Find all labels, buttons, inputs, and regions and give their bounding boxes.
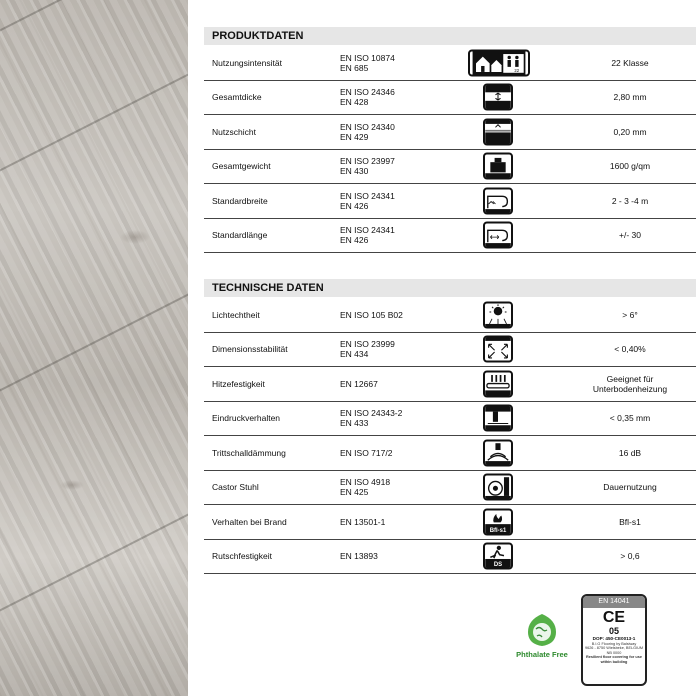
ce-certification-label (581, 594, 647, 686)
row-value: Dauernutzung (603, 482, 657, 493)
table-row (204, 81, 696, 116)
row-value: +/- 30 (619, 230, 641, 241)
roll-length-icon (483, 222, 513, 249)
technische-daten-table (204, 298, 696, 574)
table-row (204, 150, 696, 185)
indentation-icon (483, 405, 513, 432)
row-label: Trittschalldämmung (212, 447, 286, 458)
row-value: Bfl-s1 (619, 516, 641, 527)
section-header-technische-daten: TECHNISCHE DATEN (204, 279, 696, 297)
row-value: 1600 g/qm (609, 161, 651, 172)
row-label: Gesamtgewicht (212, 161, 271, 172)
slip-icon-label: DS (493, 562, 503, 568)
total-thickness-icon (483, 84, 513, 111)
row-label: Standardbreite (212, 195, 268, 206)
row-value: > 0,6 (620, 551, 640, 562)
plank-seam (0, 19, 188, 202)
row-value: 22 Klasse (611, 57, 649, 68)
wood-floor-texture (0, 0, 188, 696)
row-norm: EN ISO 24341 EN 426 (340, 225, 395, 246)
row-value: < 0,40% (614, 344, 646, 355)
cert-line: within building (600, 659, 628, 664)
sound-icon (483, 439, 513, 466)
row-norm: EN ISO 24341 EN 426 (340, 190, 395, 211)
row-value: < 0,35 mm (609, 413, 651, 424)
row-label: Castor Stuhl (212, 482, 259, 493)
table-row (204, 402, 696, 437)
row-norm: EN ISO 4918 EN 425 (340, 477, 391, 498)
row-norm: EN ISO 24343-2 EN 433 (340, 408, 403, 429)
row-norm: EN ISO 24346 EN 428 (340, 87, 395, 108)
weight-icon (483, 153, 513, 180)
cert-line: NB 0000 (606, 650, 622, 655)
row-norm: EN 13893 (340, 551, 378, 562)
row-value: Geeignet für Unterbodenheizung (592, 373, 668, 394)
row-label: Lichtechtheit (212, 309, 260, 320)
table-row (204, 115, 696, 150)
table-row (204, 436, 696, 471)
phthalate-free-logo (512, 612, 572, 659)
wood-knot (120, 230, 150, 244)
table-row (204, 219, 696, 254)
wear-layer-icon (483, 118, 513, 145)
ce-mark: CE (602, 609, 626, 626)
table-row (204, 298, 696, 333)
cert-dop: DOP: 450-CE0013-1 (592, 636, 636, 641)
leaf-globe-icon (524, 612, 560, 648)
produktdaten-table (204, 46, 696, 253)
floor-heating-icon (483, 370, 513, 397)
cert-line: Resilient floor covering for use (586, 655, 642, 660)
plank-seam (0, 459, 188, 642)
section-header-produktdaten: PRODUKTDATEN (204, 27, 696, 45)
table-row (204, 46, 696, 81)
row-value: 0,20 mm (613, 126, 647, 137)
row-norm: EN 13501-1 (340, 516, 386, 527)
row-norm: EN ISO 717/2 (340, 447, 393, 458)
row-label: Gesamtdicke (212, 92, 262, 103)
row-label: Nutzschicht (212, 126, 256, 137)
sun-light-icon (483, 301, 513, 328)
svg-text:22: 22 (514, 67, 520, 73)
table-row (204, 367, 696, 402)
cert-year: 05 (608, 626, 619, 636)
row-label: Rutschfestigkeit (212, 551, 272, 562)
fire-icon-label: Bfl-s1 (489, 527, 507, 534)
row-value: 16 dB (618, 447, 642, 458)
row-norm: EN 12667 (340, 378, 378, 389)
row-norm: EN ISO 10874 EN 685 (340, 52, 395, 73)
wood-knot (60, 480, 84, 490)
table-row (204, 540, 696, 575)
row-norm: EN ISO 23999 EN 434 (340, 339, 395, 360)
slip-resistance-icon (483, 543, 513, 570)
row-label: Standardlänge (212, 230, 268, 241)
fire-icon (483, 508, 513, 535)
row-value: 2 - 3 -4 m (611, 195, 649, 206)
row-label: Dimensionsstabilität (212, 344, 288, 355)
dimension-arrows-icon (483, 336, 513, 363)
house-people-icon (468, 49, 530, 76)
phthalate-caption: Phthalate Free (516, 650, 568, 659)
row-label: Verhalten bei Brand (212, 516, 287, 527)
row-label: Eindruckverhalten (212, 413, 281, 424)
table-row (204, 333, 696, 368)
row-norm: EN ISO 24340 EN 429 (340, 121, 395, 142)
cert-line: 9626 - 8750 Wielsbeke, BELGIUM (584, 646, 644, 651)
cert-line: B.I.G Flooring by Balsiway (591, 641, 637, 646)
row-label: Nutzungsintensität (212, 57, 282, 68)
table-row (204, 184, 696, 219)
table-row (204, 505, 696, 540)
row-norm: EN ISO 23997 EN 430 (340, 156, 395, 177)
roll-width-icon (483, 187, 513, 214)
row-norm: EN ISO 105 B02 (340, 309, 403, 320)
plank-seam (0, 0, 188, 62)
row-value: > 6° (622, 309, 638, 320)
cert-standard: EN 14041 (583, 596, 645, 608)
castor-chair-icon (483, 474, 513, 501)
row-value: 2,80 mm (613, 92, 647, 103)
plank-seam (0, 239, 188, 422)
table-row (204, 471, 696, 506)
row-label: Hitzefestigkeit (212, 378, 265, 389)
